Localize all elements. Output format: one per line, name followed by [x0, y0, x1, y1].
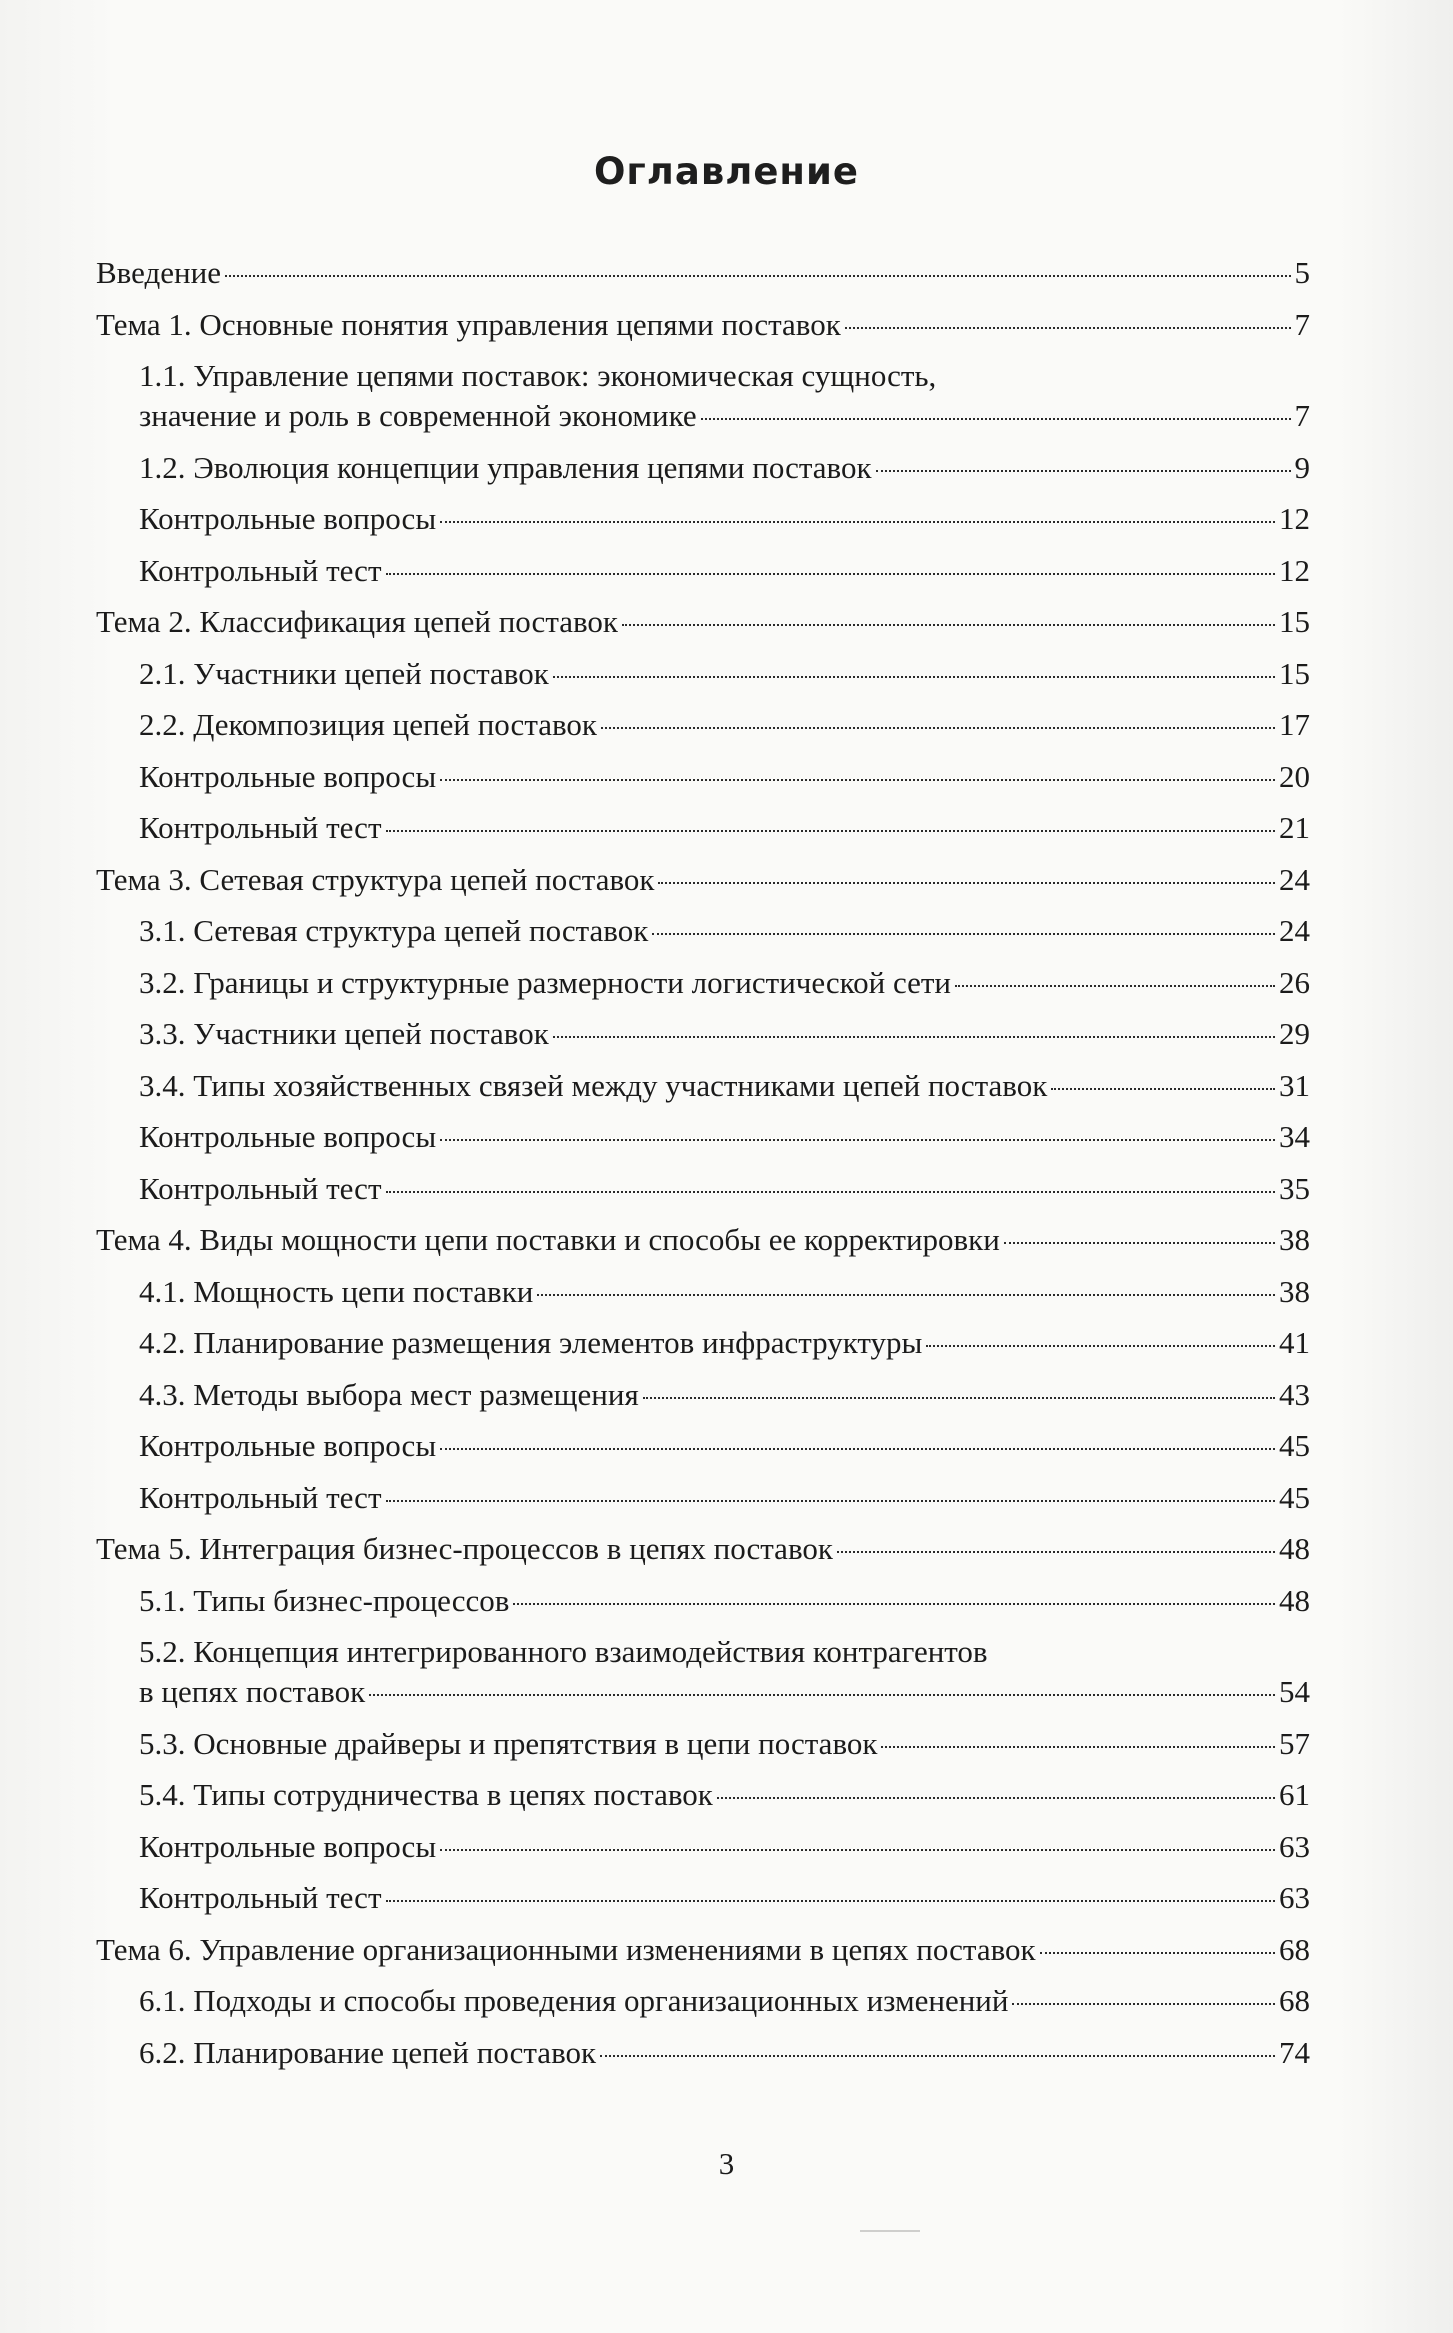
- dot-leader: [658, 882, 1275, 884]
- toc-entry-page: 21: [1279, 810, 1310, 845]
- toc-entry-label: 6.2. Планирование цепей поставок: [139, 2034, 597, 2070]
- toc-entry[interactable]: [96, 545, 1310, 597]
- dot-leader: [1040, 1952, 1275, 1954]
- toc-entry[interactable]: [96, 247, 1310, 299]
- toc-entry[interactable]: [96, 2027, 1310, 2079]
- toc-entry-page: 20: [1279, 758, 1310, 794]
- dot-leader: [845, 327, 1291, 329]
- toc-entry-page: 74: [1279, 2034, 1310, 2070]
- dot-leader: [600, 2055, 1275, 2057]
- toc-entry-label: 3.4. Типы хозяйственных связей между участниками цепей поставок: [139, 1067, 1048, 1103]
- toc-entry-page: 48: [1279, 1582, 1310, 1618]
- toc-entry[interactable]: [96, 1060, 1310, 1112]
- toc-entry[interactable]: [96, 854, 1310, 906]
- toc-entry-page: 24: [1279, 913, 1310, 948]
- toc-entry-label: Контрольный тест: [139, 1479, 382, 1515]
- toc-entry-label: Контрольные вопросы: [139, 758, 437, 794]
- toc-entry-label: Тема 2. Классификация цепей поставок: [96, 604, 618, 639]
- dot-leader: [553, 1036, 1275, 1038]
- dot-leader: [386, 1500, 1276, 1502]
- toc-entry[interactable]: [96, 1163, 1310, 1215]
- toc-entry-page: 15: [1279, 655, 1310, 691]
- dot-leader: [386, 573, 1276, 575]
- dot-leader: [837, 1551, 1275, 1553]
- print-mark: [860, 2230, 920, 2232]
- toc-entry-label: 3.3. Участники цепей поставок: [139, 1016, 549, 1051]
- toc-entry-page: 54: [1279, 1673, 1310, 1709]
- toc-entry-label: Контрольные вопросы: [139, 1828, 437, 1864]
- toc-entry-page: 7: [1294, 306, 1310, 342]
- toc-entry-page: 38: [1279, 1222, 1310, 1257]
- toc-entry-label: 4.2. Планирование размещения элементов инфраструктуры: [139, 1325, 923, 1360]
- toc-entry-label: Контрольный тест: [139, 1170, 382, 1206]
- toc-entry-label: 6.1. Подходы и способы проведения организационных изменений: [139, 1983, 1009, 2018]
- toc-entry-page: 17: [1279, 707, 1310, 742]
- toc-entry[interactable]: [96, 751, 1310, 803]
- dot-leader: [513, 1603, 1275, 1605]
- toc-entry[interactable]: [96, 1266, 1310, 1318]
- page-title: Оглавление: [593, 150, 860, 193]
- dot-leader: [926, 1345, 1275, 1347]
- toc-entry-label: 2.1. Участники цепей поставок: [139, 655, 549, 691]
- toc-entry-page: 12: [1279, 501, 1310, 536]
- toc-entry-page: 43: [1279, 1376, 1310, 1412]
- toc-entry[interactable]: [96, 1523, 1310, 1575]
- dot-leader: [622, 624, 1275, 626]
- toc-entry[interactable]: [96, 699, 1310, 751]
- dot-leader: [440, 1139, 1275, 1141]
- dot-leader: [369, 1694, 1275, 1696]
- toc-entry-label: Тема 1. Основные понятия управления цепями поставок: [96, 306, 841, 342]
- toc-entry-page: 38: [1279, 1273, 1310, 1309]
- dot-leader: [225, 275, 1291, 277]
- dot-leader: [440, 779, 1275, 781]
- toc-entry-page: 31: [1279, 1067, 1310, 1103]
- toc-entry[interactable]: [96, 1369, 1310, 1421]
- page-number: 3: [718, 2146, 735, 2181]
- dot-leader: [643, 1397, 1275, 1399]
- dot-leader: [601, 727, 1275, 729]
- toc-entry-page: 24: [1279, 861, 1310, 897]
- toc-entry-label-continuation: значение и роль в современной экономике: [139, 397, 697, 433]
- toc-entry-page: 41: [1279, 1325, 1310, 1360]
- toc-entry[interactable]: [96, 1769, 1310, 1821]
- toc-entry-page: 45: [1279, 1479, 1310, 1515]
- toc-entry-page: 68: [1279, 1931, 1310, 1967]
- toc-entry[interactable]: [96, 1214, 1310, 1266]
- dot-leader: [876, 470, 1291, 472]
- toc-entry-page: 45: [1279, 1428, 1310, 1463]
- dot-leader: [652, 933, 1275, 935]
- toc-entry[interactable]: [96, 1872, 1310, 1924]
- toc-entry[interactable]: [96, 1420, 1310, 1472]
- dot-leader: [386, 1900, 1276, 1902]
- toc-entry-page: 48: [1279, 1531, 1310, 1566]
- toc-entry-label: Контрольные вопросы: [139, 1428, 437, 1463]
- toc-entry[interactable]: [96, 1575, 1310, 1627]
- toc-entry-page: 35: [1279, 1170, 1310, 1206]
- dot-leader: [537, 1294, 1275, 1296]
- toc-entry-page: 26: [1279, 964, 1310, 1000]
- toc-entry[interactable]: [96, 1718, 1310, 1770]
- dot-leader: [1051, 1088, 1275, 1090]
- toc-entry-page: 9: [1294, 449, 1310, 485]
- toc-entry[interactable]: [96, 802, 1310, 854]
- table-of-contents: [96, 247, 1310, 2078]
- dot-leader: [440, 1448, 1275, 1450]
- dot-leader: [881, 1746, 1275, 1748]
- toc-entry-label: Контрольный тест: [139, 552, 382, 588]
- toc-entry-label: Тема 6. Управление организационными изменениями в цепях поставок: [96, 1931, 1036, 1967]
- dot-leader: [440, 1849, 1275, 1851]
- toc-entry[interactable]: [96, 648, 1310, 700]
- toc-entry[interactable]: [96, 350, 1310, 442]
- dot-leader: [386, 1191, 1276, 1193]
- toc-entry[interactable]: [96, 1317, 1310, 1369]
- toc-entry[interactable]: [96, 1008, 1310, 1060]
- toc-entry-page: 7: [1294, 397, 1310, 433]
- dot-leader: [440, 521, 1275, 523]
- toc-entry[interactable]: [96, 957, 1310, 1009]
- toc-entry-page: 15: [1279, 604, 1310, 639]
- toc-entry[interactable]: [96, 905, 1310, 957]
- toc-entry-page: 68: [1279, 1983, 1310, 2018]
- toc-entry-label: 1.1. Управление цепями поставок: экономическая сущность,: [139, 358, 937, 393]
- toc-entry-label: 4.3. Методы выбора мест размещения: [139, 1376, 639, 1412]
- toc-entry[interactable]: [96, 1472, 1310, 1524]
- toc-entry[interactable]: [96, 1975, 1310, 2027]
- toc-entry-label: 3.1. Сетевая структура цепей поставок: [139, 913, 649, 948]
- toc-entry-label: Контрольные вопросы: [139, 1119, 437, 1154]
- toc-entry-label: 1.2. Эволюция концепции управления цепями поставок: [139, 449, 872, 485]
- toc-entry[interactable]: [96, 1924, 1310, 1976]
- toc-entry-page: 63: [1279, 1880, 1310, 1915]
- toc-entry-label: Контрольный тест: [139, 810, 382, 845]
- toc-entry[interactable]: [96, 299, 1310, 351]
- toc-entry-page: 34: [1279, 1119, 1310, 1154]
- toc-entry-page: 5: [1294, 255, 1310, 290]
- toc-entry[interactable]: [96, 1626, 1310, 1718]
- toc-entry-label: 2.2. Декомпозиция цепей поставок: [139, 707, 597, 742]
- dot-leader: [717, 1797, 1275, 1799]
- toc-entry[interactable]: [96, 1111, 1310, 1163]
- dot-leader: [955, 985, 1275, 987]
- toc-entry-label: 5.4. Типы сотрудничества в цепях поставок: [139, 1777, 713, 1812]
- toc-entry-label-continuation: в цепях поставок: [139, 1673, 366, 1709]
- toc-entry[interactable]: [96, 1821, 1310, 1873]
- toc-entry-label: 5.2. Концепция интегрированного взаимодействия контрагентов: [139, 1634, 988, 1669]
- toc-entry-page: 63: [1279, 1828, 1310, 1864]
- toc-entry[interactable]: [96, 442, 1310, 494]
- dot-leader: [1004, 1242, 1275, 1244]
- toc-entry-page: 57: [1279, 1725, 1310, 1761]
- toc-entry-label: 3.2. Границы и структурные размерности логистической сети: [139, 964, 952, 1000]
- toc-entry-label: Контрольный тест: [139, 1880, 382, 1915]
- toc-entry[interactable]: [96, 493, 1310, 545]
- toc-entry-page: 29: [1279, 1016, 1310, 1051]
- toc-entry-page: 61: [1279, 1777, 1310, 1812]
- toc-entry-label: Тема 5. Интеграция бизнес-процессов в цепях поставок: [96, 1531, 833, 1566]
- toc-entry-label: 5.1. Типы бизнес-процессов: [139, 1582, 510, 1618]
- toc-entry-label: Тема 4. Виды мощности цепи поставки и способы ее корректировки: [96, 1222, 1000, 1257]
- toc-entry-page: 12: [1279, 552, 1310, 588]
- toc-entry-label: 5.3. Основные драйверы и препятствия в цепи поставок: [139, 1725, 878, 1761]
- toc-entry[interactable]: [96, 596, 1310, 648]
- toc-entry-label: Введение: [96, 255, 221, 290]
- toc-entry-label: Контрольные вопросы: [139, 501, 437, 536]
- toc-entry-label: Тема 3. Сетевая структура цепей поставок: [96, 861, 655, 897]
- dot-leader: [701, 418, 1291, 420]
- toc-entry-label: 4.1. Мощность цепи поставки: [139, 1273, 534, 1309]
- dot-leader: [553, 676, 1275, 678]
- dot-leader: [1012, 2003, 1275, 2005]
- dot-leader: [386, 830, 1276, 832]
